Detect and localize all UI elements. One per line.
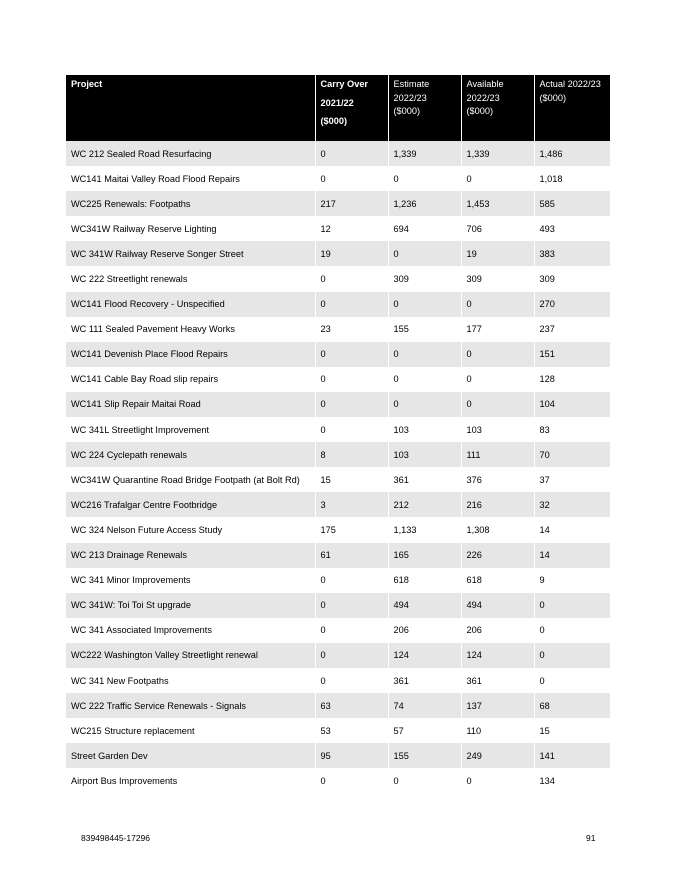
- cell-estimate: 103: [388, 417, 461, 442]
- cell-carry-over: 0: [315, 568, 388, 593]
- project-budget-table: [66, 75, 610, 793]
- table-row: [66, 543, 610, 568]
- cell-actual: 15: [534, 718, 610, 743]
- cell-estimate: 1,339: [388, 141, 461, 166]
- cell-available: 206: [461, 618, 534, 643]
- cell-project: WC 213 Drainage Renewals: [66, 543, 315, 568]
- cell-project: Airport Bus Improvements: [66, 768, 315, 793]
- cell-actual: 383: [534, 241, 610, 266]
- table-row: [66, 317, 610, 342]
- cell-estimate: 74: [388, 693, 461, 718]
- cell-estimate: 1,133: [388, 517, 461, 542]
- cell-carry-over: 0: [315, 593, 388, 618]
- cell-project: WC215 Structure replacement: [66, 718, 315, 743]
- cell-carry-over: 0: [315, 668, 388, 693]
- cell-available: 177: [461, 317, 534, 342]
- cell-actual: 68: [534, 693, 610, 718]
- cell-available: 137: [461, 693, 534, 718]
- cell-project: WC141 Devenish Place Flood Repairs: [66, 342, 315, 367]
- cell-available: 0: [461, 292, 534, 317]
- cell-available: 1,308: [461, 517, 534, 542]
- header-carry-over-line-2: 2021/22: [320, 97, 354, 108]
- cell-project: WC 341 Minor Improvements: [66, 568, 315, 593]
- cell-project: WC 111 Sealed Pavement Heavy Works: [66, 317, 315, 342]
- cell-available: 1,339: [461, 141, 534, 166]
- cell-carry-over: 0: [315, 417, 388, 442]
- table-row: [66, 166, 610, 191]
- cell-estimate: 309: [388, 266, 461, 291]
- cell-carry-over: 175: [315, 517, 388, 542]
- cell-actual: 270: [534, 292, 610, 317]
- cell-estimate: 0: [388, 392, 461, 417]
- cell-actual: 9: [534, 568, 610, 593]
- cell-available: 124: [461, 643, 534, 668]
- cell-available: 110: [461, 718, 534, 743]
- cell-project: WC 341W: Toi Toi St upgrade: [66, 593, 315, 618]
- cell-project: WC225 Renewals: Footpaths: [66, 191, 315, 216]
- cell-estimate: 212: [388, 492, 461, 517]
- cell-project: WC 341L Streetlight Improvement: [66, 417, 315, 442]
- cell-project: WC 212 Sealed Road Resurfacing: [66, 141, 315, 166]
- cell-available: 376: [461, 467, 534, 492]
- cell-available: 0: [461, 342, 534, 367]
- cell-actual: 70: [534, 442, 610, 467]
- table-row: [66, 568, 610, 593]
- cell-available: 216: [461, 492, 534, 517]
- cell-actual: 0: [534, 668, 610, 693]
- cell-project: WC216 Trafalgar Centre Footbridge: [66, 492, 315, 517]
- cell-project: WC 341 Associated Improvements: [66, 618, 315, 643]
- cell-project: WC 341 New Footpaths: [66, 668, 315, 693]
- table-row: [66, 718, 610, 743]
- table-row: [66, 768, 610, 793]
- cell-available: 618: [461, 568, 534, 593]
- cell-available: 1,453: [461, 191, 534, 216]
- cell-estimate: 155: [388, 317, 461, 342]
- table-row: [66, 191, 610, 216]
- header-project: Project: [66, 75, 315, 141]
- cell-project: WC341W Quarantine Road Bridge Footpath (at Bolt Rd): [66, 467, 315, 492]
- cell-carry-over: 63: [315, 693, 388, 718]
- cell-project: WC 222 Traffic Service Renewals - Signals: [66, 693, 315, 718]
- header-carry-over-line-3: ($000): [320, 116, 348, 126]
- table-row: [66, 141, 610, 166]
- cell-estimate: 103: [388, 442, 461, 467]
- cell-actual: 128: [534, 367, 610, 392]
- table-row: [66, 467, 610, 492]
- cell-estimate: 1,236: [388, 191, 461, 216]
- cell-actual: 493: [534, 216, 610, 241]
- cell-carry-over: 0: [315, 292, 388, 317]
- cell-carry-over: 61: [315, 543, 388, 568]
- cell-estimate: 361: [388, 467, 461, 492]
- table-row: [66, 241, 610, 266]
- cell-carry-over: 0: [315, 768, 388, 793]
- table-row: [66, 342, 610, 367]
- cell-actual: 151: [534, 342, 610, 367]
- cell-carry-over: 0: [315, 342, 388, 367]
- cell-carry-over: 0: [315, 141, 388, 166]
- cell-carry-over: 95: [315, 743, 388, 768]
- cell-estimate: 165: [388, 543, 461, 568]
- cell-actual: 134: [534, 768, 610, 793]
- document-reference: 839498445-17296: [81, 833, 151, 843]
- cell-project: Street Garden Dev: [66, 743, 315, 768]
- header-actual: Actual 2022/23 ($000): [534, 75, 610, 141]
- cell-actual: 141: [534, 743, 610, 768]
- cell-estimate: 0: [388, 292, 461, 317]
- header-available: Available 2022/23 ($000): [461, 75, 534, 141]
- cell-project: WC 324 Nelson Future Access Study: [66, 517, 315, 542]
- page-number: 91: [586, 833, 596, 843]
- table-body: [66, 141, 610, 793]
- cell-available: 226: [461, 543, 534, 568]
- cell-actual: 104: [534, 392, 610, 417]
- cell-carry-over: 3: [315, 492, 388, 517]
- cell-actual: 585: [534, 191, 610, 216]
- table-row: [66, 693, 610, 718]
- cell-available: 706: [461, 216, 534, 241]
- cell-available: 103: [461, 417, 534, 442]
- table-row: [66, 292, 610, 317]
- cell-project: WC 341W Railway Reserve Songer Street: [66, 241, 315, 266]
- header-carry-over-line-1: Carry Over: [320, 79, 368, 89]
- cell-estimate: 361: [388, 668, 461, 693]
- cell-actual: 83: [534, 417, 610, 442]
- cell-estimate: 0: [388, 166, 461, 191]
- cell-estimate: 124: [388, 643, 461, 668]
- table-row: [66, 492, 610, 517]
- cell-project: WC141 Slip Repair Maitai Road: [66, 392, 315, 417]
- cell-carry-over: 8: [315, 442, 388, 467]
- table-row: [66, 266, 610, 291]
- header-carry-over: [315, 75, 388, 141]
- cell-actual: 0: [534, 593, 610, 618]
- cell-actual: 32: [534, 492, 610, 517]
- cell-estimate: 618: [388, 568, 461, 593]
- cell-available: 0: [461, 768, 534, 793]
- cell-available: 249: [461, 743, 534, 768]
- cell-project: WC 222 Streetlight renewals: [66, 266, 315, 291]
- cell-estimate: 57: [388, 718, 461, 743]
- cell-actual: 14: [534, 543, 610, 568]
- cell-carry-over: 217: [315, 191, 388, 216]
- cell-estimate: 694: [388, 216, 461, 241]
- cell-project: WC141 Maitai Valley Road Flood Repairs: [66, 166, 315, 191]
- cell-carry-over: 23: [315, 317, 388, 342]
- table-row: [66, 367, 610, 392]
- cell-available: 111: [461, 442, 534, 467]
- cell-carry-over: 0: [315, 266, 388, 291]
- table-row: [66, 517, 610, 542]
- cell-project: WC 224 Cyclepath renewals: [66, 442, 315, 467]
- cell-actual: 309: [534, 266, 610, 291]
- cell-carry-over: 53: [315, 718, 388, 743]
- table-header-row: [66, 75, 610, 141]
- cell-estimate: 155: [388, 743, 461, 768]
- cell-available: 0: [461, 392, 534, 417]
- cell-estimate: 0: [388, 768, 461, 793]
- table-row: [66, 593, 610, 618]
- cell-actual: 1,486: [534, 141, 610, 166]
- cell-carry-over: 0: [315, 392, 388, 417]
- cell-carry-over: 15: [315, 467, 388, 492]
- cell-available: 0: [461, 166, 534, 191]
- cell-project: WC341W Railway Reserve Lighting: [66, 216, 315, 241]
- table-row: [66, 417, 610, 442]
- cell-available: 309: [461, 266, 534, 291]
- cell-actual: 37: [534, 467, 610, 492]
- cell-project: WC222 Washington Valley Streetlight renewal: [66, 643, 315, 668]
- cell-carry-over: 0: [315, 643, 388, 668]
- table-row: [66, 216, 610, 241]
- cell-project: WC141 Cable Bay Road slip repairs: [66, 367, 315, 392]
- cell-estimate: 206: [388, 618, 461, 643]
- cell-available: 494: [461, 593, 534, 618]
- cell-carry-over: 0: [315, 618, 388, 643]
- table-row: [66, 618, 610, 643]
- cell-carry-over: 0: [315, 166, 388, 191]
- cell-estimate: 0: [388, 342, 461, 367]
- cell-carry-over: 0: [315, 367, 388, 392]
- table-row: [66, 442, 610, 467]
- table-row: [66, 643, 610, 668]
- cell-actual: 14: [534, 517, 610, 542]
- table-row: [66, 743, 610, 768]
- cell-available: 361: [461, 668, 534, 693]
- cell-actual: 237: [534, 317, 610, 342]
- cell-carry-over: 12: [315, 216, 388, 241]
- header-estimate: Estimate 2022/23 ($000): [388, 75, 461, 141]
- table-row: [66, 392, 610, 417]
- cell-actual: 1,018: [534, 166, 610, 191]
- cell-actual: 0: [534, 618, 610, 643]
- cell-carry-over: 19: [315, 241, 388, 266]
- table-row: [66, 668, 610, 693]
- cell-estimate: 0: [388, 241, 461, 266]
- cell-estimate: 0: [388, 367, 461, 392]
- cell-estimate: 494: [388, 593, 461, 618]
- cell-available: 19: [461, 241, 534, 266]
- cell-available: 0: [461, 367, 534, 392]
- cell-actual: 0: [534, 643, 610, 668]
- cell-project: WC141 Flood Recovery - Unspecified: [66, 292, 315, 317]
